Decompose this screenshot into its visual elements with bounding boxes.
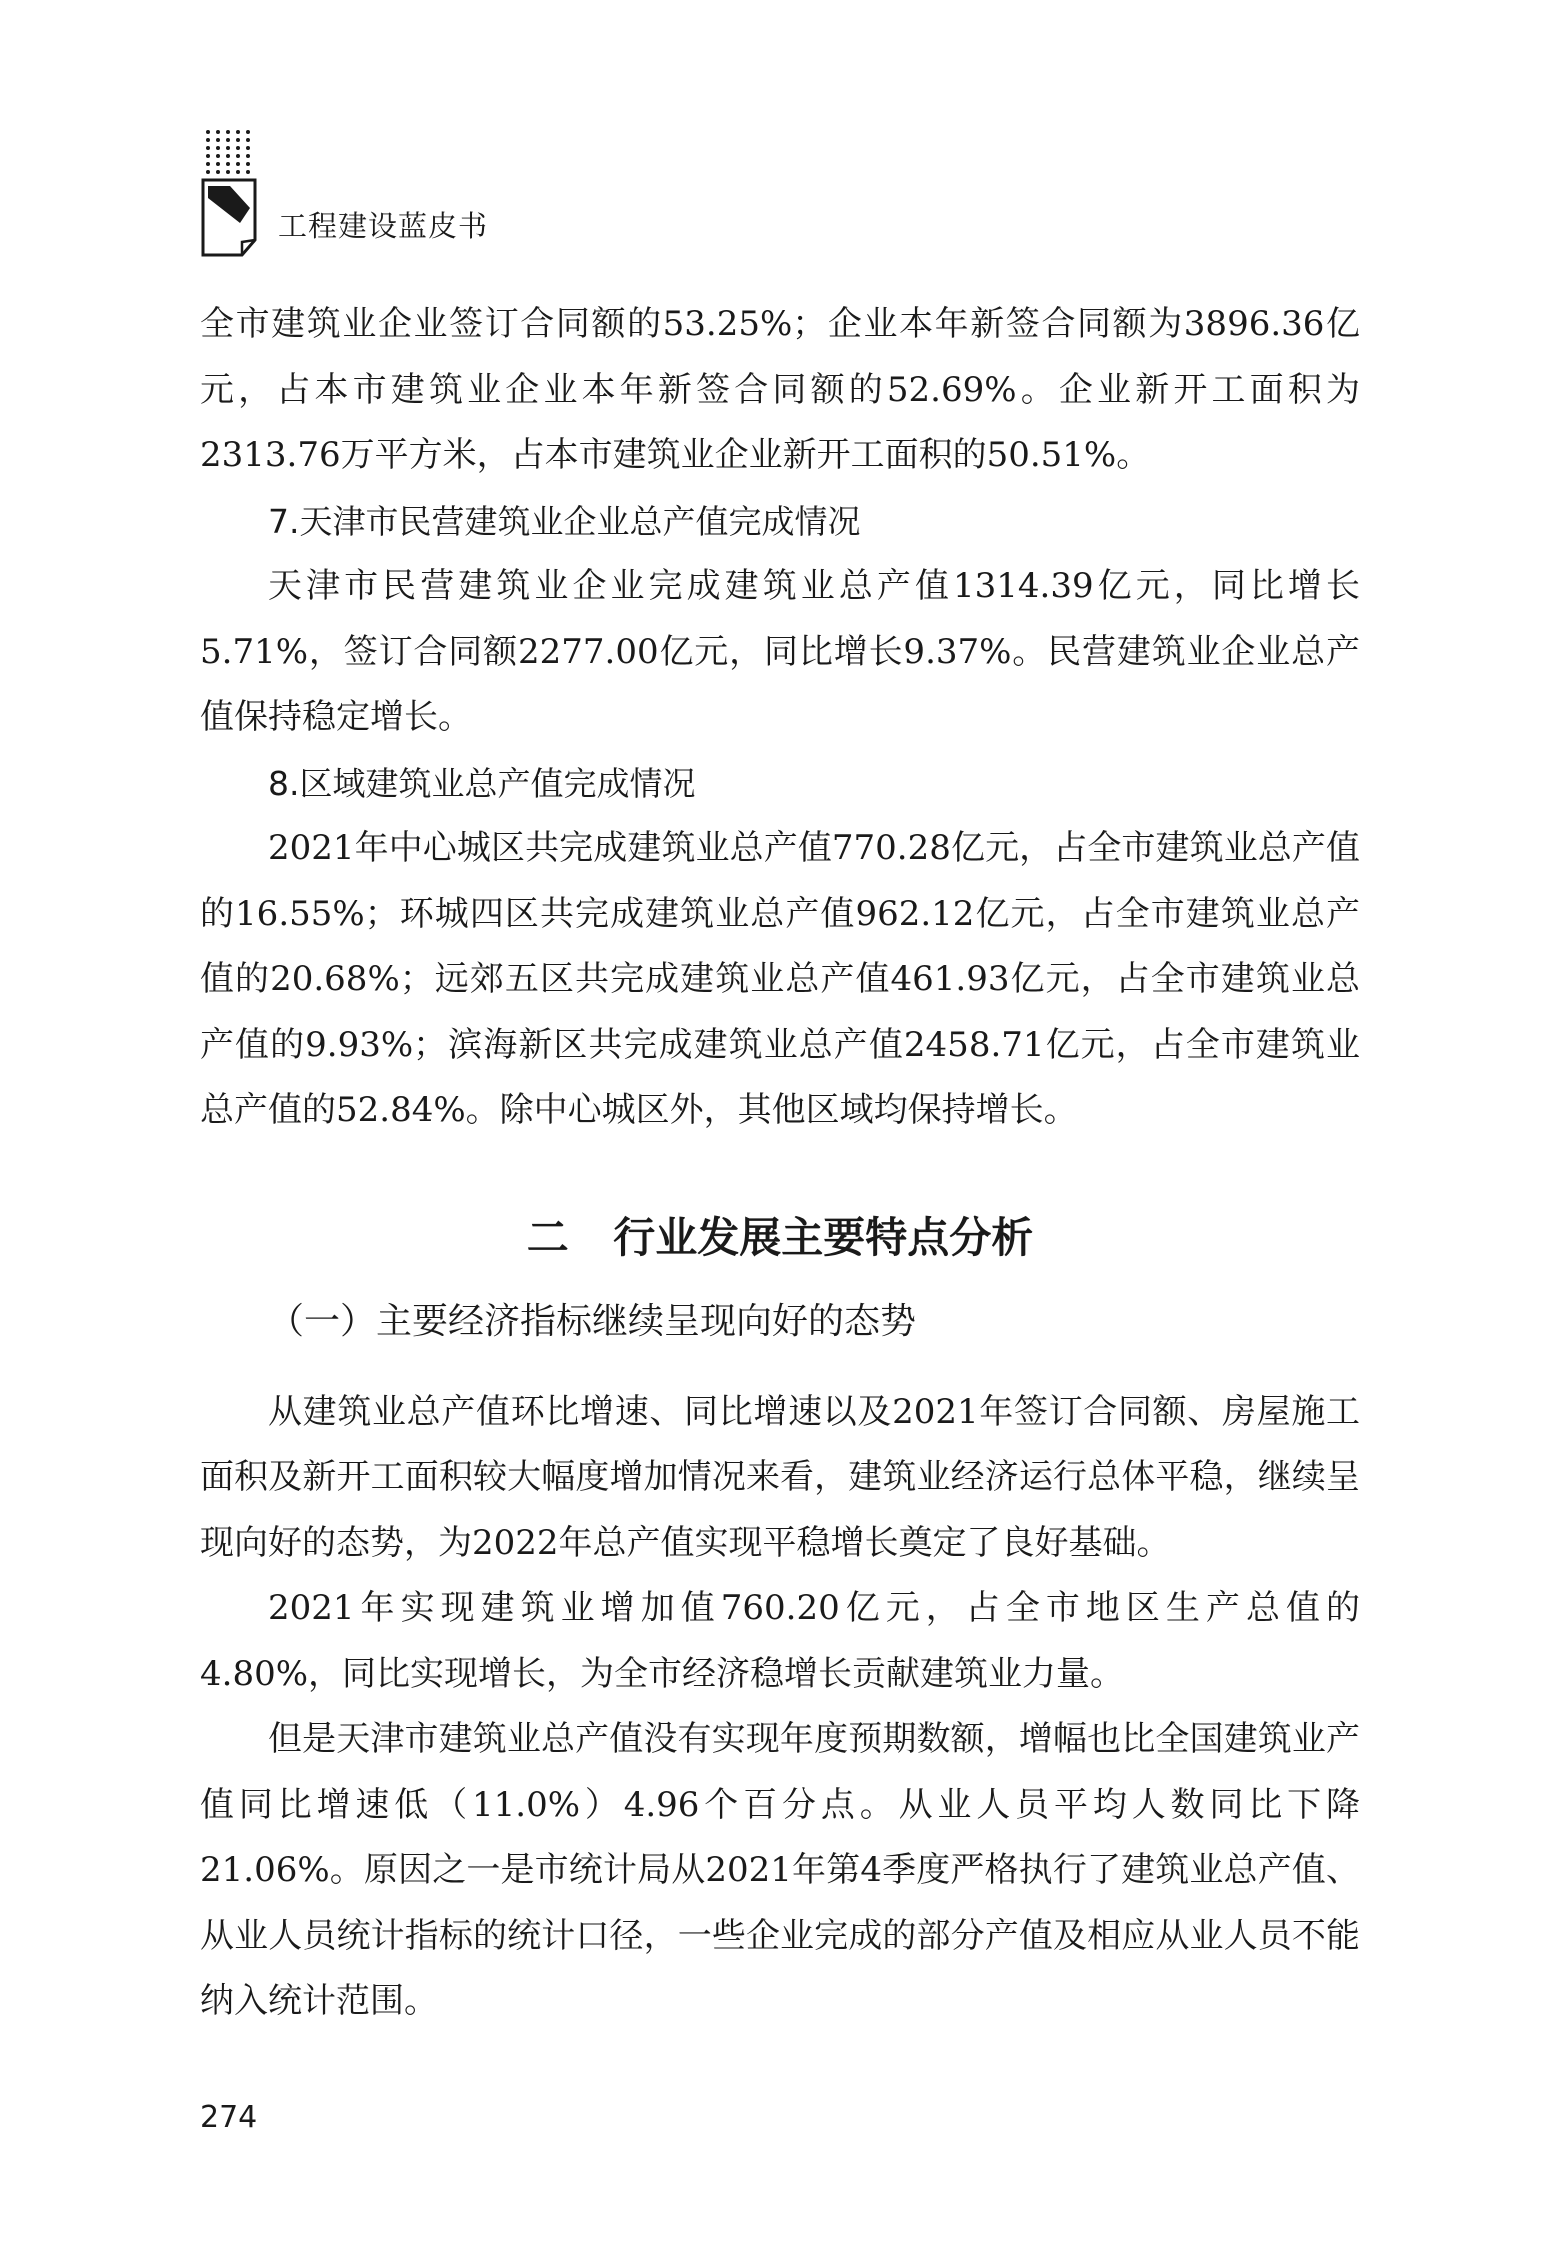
- page-number: 274: [200, 2100, 258, 2135]
- heading-regional-output: 8.区域建筑业总产值完成情况: [268, 763, 696, 803]
- heading-private-enterprise-output: 7.天津市民营建筑业企业总产值完成情况: [268, 501, 861, 541]
- paragraph-regional-output: 2021年中心城区共完成建筑业总产值770.28亿元，占全市建筑业总产值的16.55%；环城四区共完成建筑业总产值962.12亿元，占全市建筑业总产值的20.68%；远郊五区共完成建筑业总产值461.93亿元，占全市建筑业总产值的9.93%；滨海新区共完成建筑业总产值2458.71亿元，占全市建筑业总产值的52.84%。除中心城区外，其他区域均保持增长。: [200, 828, 1360, 1130]
- page-content: [200, 292, 1360, 2035]
- paragraph-growth-trend: 从建筑业总产值环比增速、同比增速以及2021年签订合同额、房屋施工面积及新开工面积较大幅度增加情况来看，建筑业经济运行总体平稳，继续呈现向好的态势，为2022年总产值实现平稳增长奠定了良好基础。: [200, 1391, 1360, 1563]
- paragraph-value-added: 2021年实现建筑业增加值760.20亿元，占全市地区生产总值的4.80%，同比实现增长，为全市经济稳增长贡献建筑业力量。: [200, 1588, 1360, 1694]
- paragraph-shortfall: 但是天津市建筑业总产值没有实现年度预期数额，增幅也比全国建筑业产值同比增速低（11.0%）4.96个百分点。从业人员平均人数同比下降21.06%。原因之一是市统计局从2021年第4季度严格执行了建筑业总产值、从业人员统计指标的统计口径，一些企业完成的部分产值及相应从业人员不能纳入统计范围。: [200, 1719, 1360, 2021]
- subsection-title: （一）主要经济指标继续呈现向好的态势: [268, 1300, 917, 1342]
- book-title: 工程建设蓝皮书: [278, 209, 489, 243]
- book-logo-icon: [200, 128, 262, 258]
- section-title: 二 行业发展主要特点分析: [526, 1212, 1034, 1262]
- paragraph-private-enterprise-output: 天津市民营建筑业企业完成建筑业总产值1314.39亿元，同比增长5.71%，签订合同额2277.00亿元，同比增长9.37%。民营建筑业企业总产值保持稳定增长。: [200, 566, 1360, 737]
- paragraph-contract-share: 全市建筑业企业签订合同额的53.25%；企业本年新签合同额为3896.36亿元，占本市建筑业企业本年新签合同额的52.69%。企业新开工面积为2313.76万平方米，占本市建筑业企业新开工面积的50.51%。: [200, 304, 1360, 475]
